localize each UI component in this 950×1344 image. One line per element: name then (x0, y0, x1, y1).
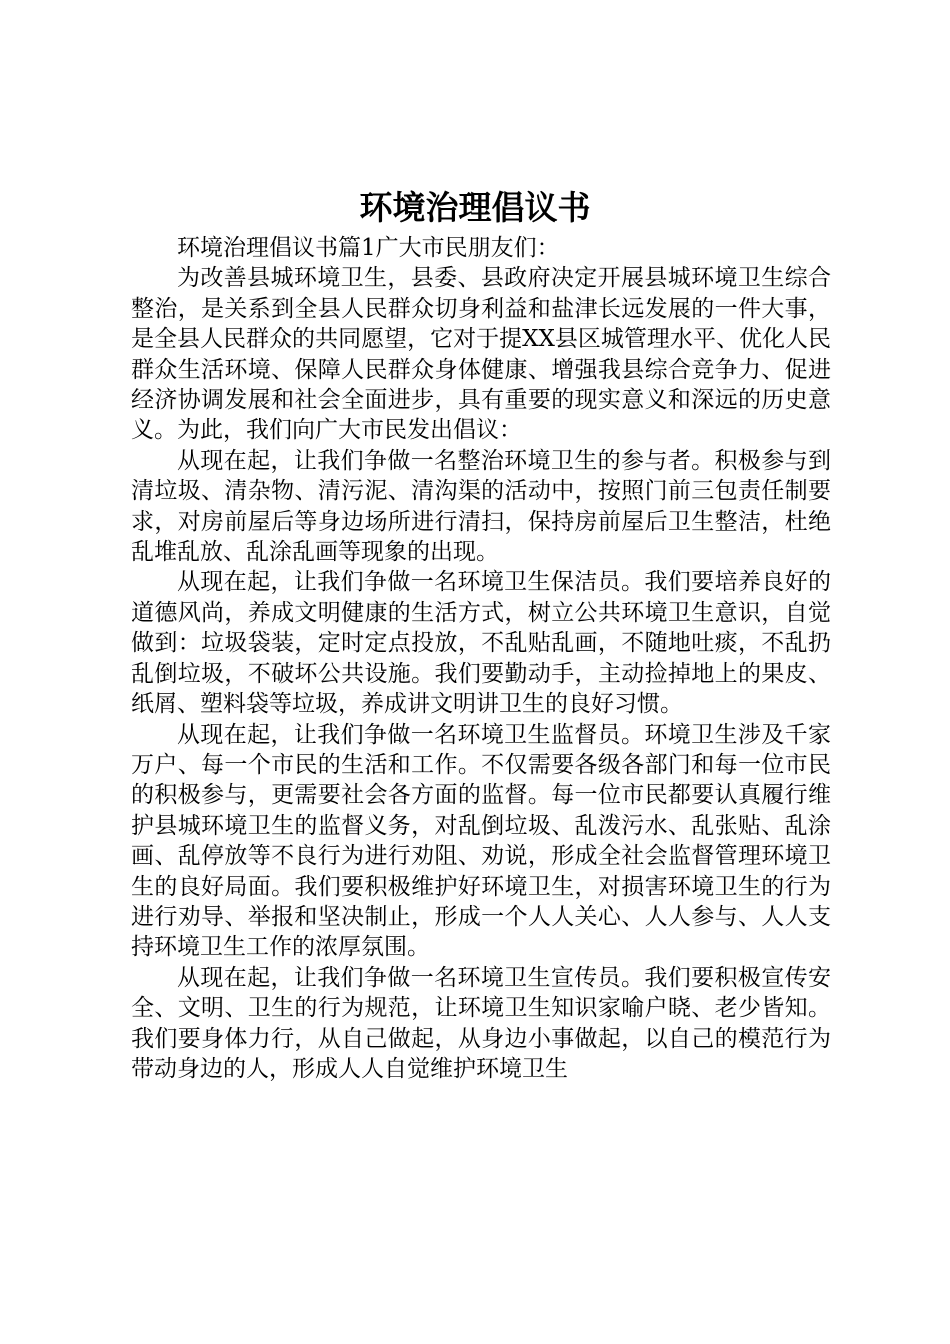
paragraph: 为改善县城环境卫生，县委、县政府决定开展县城环境卫生综合整治，是关系到全县人民群众切身利益和盐津长远发展的一件大事，是全县人民群众的共同愿望，它对于提XX县区城管理水平、优化人民群众生活环境、保障人民群众身体健康、增强我县综合竞争力、促进经济协调发展和社会全面进步，具有重要的现实意义和深远的历史意义。为此，我们向广大市民发出倡议： (131, 265, 831, 444)
document-body (131, 233, 831, 1084)
paragraph: 环境治理倡议书篇1广大市民朋友们： (177, 235, 560, 261)
document-title: 环境治理倡议书 (359, 188, 591, 227)
paragraph: 从现在起，让我们争做一名环境卫生保洁员。我们要培养良好的道德风尚，养成文明健康的生活方式，树立公共环境卫生意识，自觉做到：垃圾袋装，定时定点投放，不乱贴乱画，不随地吐痰，不乱扔乱倒垃圾，不破坏公共设施。我们要勤动手，主动捡掉地上的果皮、纸屑、塑料袋等垃圾，养成讲文明讲卫生的良好习惯。 (131, 569, 831, 718)
paragraph: 从现在起，让我们争做一名整治环境卫生的参与者。积极参与到清垃圾、清杂物、清污泥、清沟渠的活动中，按照门前三包责任制要求，对房前屋后等身边场所进行清扫，保持房前屋后卫生整洁，杜绝乱堆乱放、乱涂乱画等现象的出现。 (131, 447, 831, 566)
paragraph: 从现在起，让我们争做一名环境卫生监督员。环境卫生涉及千家万户、每一个市民的生活和工作。不仅需要各级各部门和每一位市民的积极参与，更需要社会各方面的监督。每一位市民都要认真履行维护县城环境卫生的监督义务，对乱倒垃圾、乱泼污水、乱张贴、乱涂画、乱停放等不良行为进行劝阻、劝说，形成全社会监督管理环境卫生的良好局面。我们要积极维护好环境卫生，对损害环境卫生的行为进行劝导、举报和坚决制止，形成一个人人关心、人人参与、人人支持环境卫生工作的浓厚氛围。 (131, 721, 831, 961)
paragraph: 从现在起，让我们争做一名环境卫生宣传员。我们要积极宣传安全、文明、卫生的行为规范，让环境卫生知识家喻户晓、老少皆知。我们要身体力行，从自己做起，从身边小事做起，以自己的模范行为带动身边的人，形成人人自觉维护环境卫生 (131, 964, 831, 1082)
